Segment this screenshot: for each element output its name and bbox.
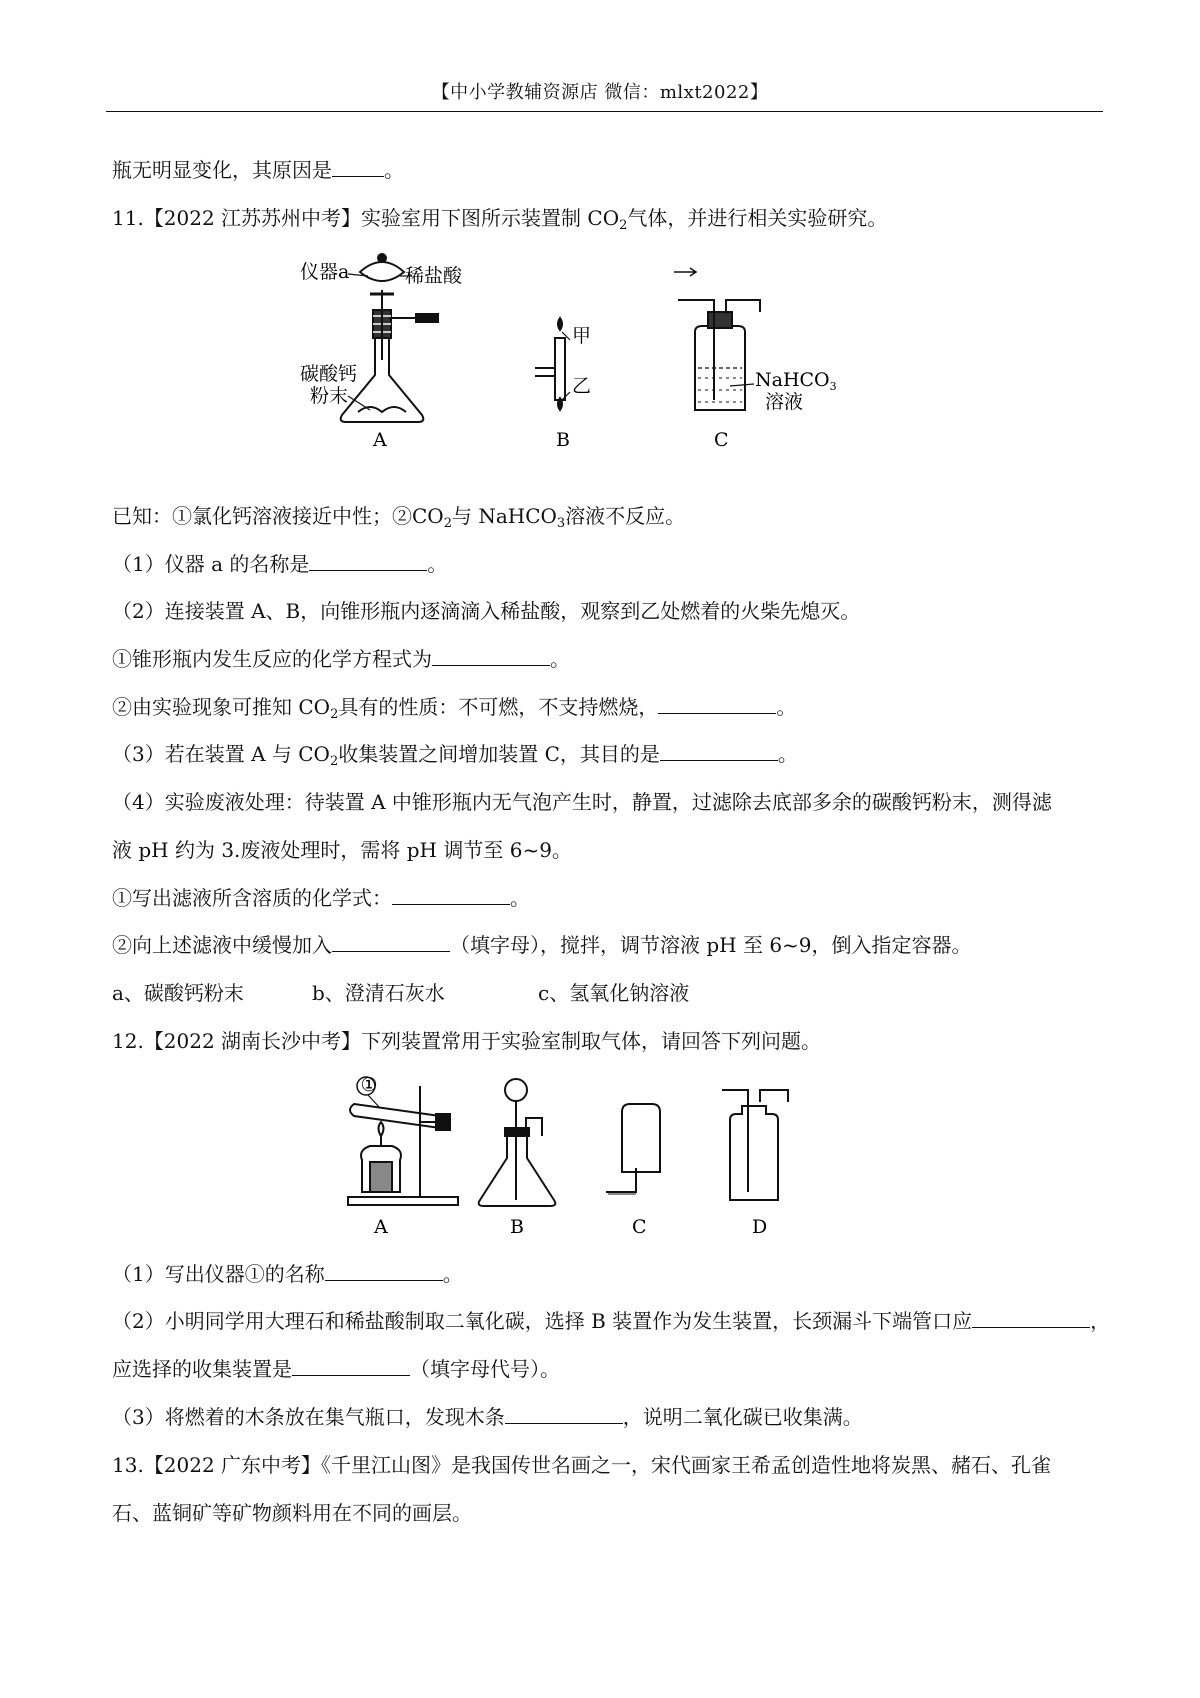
label-instrument-a: 仪器a	[300, 261, 350, 283]
q11-figure	[300, 250, 900, 450]
q12-part2-line2: 应选择的收集装置是 （填字母代号）。	[112, 1357, 560, 1381]
answer-blank[interactable]	[658, 693, 776, 714]
q11-part1: （1）仪器 a 的名称是 。	[112, 552, 448, 576]
q11-title: 11.【2022 江苏苏州中考】实验室用下图所示装置制 $CO_2$气体，并进行相关实验研究。	[112, 206, 888, 233]
q11-options	[112, 979, 689, 1007]
label-caco3: 碳酸钙	[300, 363, 358, 385]
q12-title: 12.【2022 湖南长沙中考】下列装置常用于实验室制取气体，请回答下列问题。	[112, 1029, 822, 1053]
answer-blank[interactable]	[660, 740, 778, 761]
caption-c: C	[714, 429, 729, 450]
q12-part1: （1）写出仪器①的名称 。	[112, 1262, 463, 1286]
label-dilute-hcl: 稀盐酸	[405, 265, 463, 287]
q11-part4-2: ②向上述滤液中缓慢加入 （填字母），搅拌，调节溶液 pH 至 6~9，倒入指定容器。	[112, 933, 972, 957]
q13-line1: 13.【2022 广东中考】《千里江山图》是我国传世名画之一，宋代画家王希孟创造性地将炭黑、赭石、孔雀	[112, 1453, 1052, 1477]
q11-part2: （2）连接装置 A、B，向锥形瓶内逐滴滴入稀盐酸，观察到乙处燃着的火柴先熄灭。	[112, 599, 861, 623]
label-nahco3: NaHCO$_3$	[755, 369, 837, 393]
q11-part2-1: ①锥形瓶内发生反应的化学方程式为 。	[112, 647, 570, 671]
q12-part3: （3）将燃着的木条放在集气瓶口，发现木条 ，说明二氧化碳已收集满。	[112, 1405, 863, 1429]
page-header: 【中小学教辅资源店 微信：mlxt2022】	[431, 82, 769, 103]
answer-blank[interactable]	[505, 1403, 623, 1424]
q11-part4-line1: （4）实验废液处理：待装置 A 中锥形瓶内无气泡产生时，静置，过滤除去底部多余的碳酸钙粉末，测得滤	[112, 790, 1052, 814]
q12-part2-line1: （2）小明同学用大理石和稀盐酸制取二氧化碳，选择 B 装置作为发生装置，长颈漏斗下端管口应 ，	[112, 1309, 1111, 1333]
answer-blank[interactable]	[332, 156, 384, 177]
caption-b: B	[556, 429, 570, 450]
answer-blank[interactable]	[972, 1307, 1090, 1328]
label-solution: 溶液	[765, 391, 804, 413]
caption-a2: A	[374, 1216, 388, 1237]
q11-known: 已知：①氯化钙溶液接近中性；$②CO_2$与 NaHCO$_3$溶液不反应。	[112, 504, 686, 531]
q11-part4-line2: 液 pH 约为 3.废液处理时，需将 pH 调节至 6~9。	[112, 838, 572, 862]
q11-part3: （3）若在装置 A 与 $CO_2$收集装置之间增加装置 C，其目的是 。	[112, 742, 798, 769]
answer-blank[interactable]	[392, 884, 510, 905]
answer-blank[interactable]	[309, 550, 427, 571]
answer-blank[interactable]	[292, 1355, 410, 1376]
caption-b2: B	[510, 1216, 524, 1237]
label-jia: 甲	[572, 325, 592, 347]
q12-figure	[340, 1072, 860, 1237]
option-b: b、澄清石灰水	[312, 981, 445, 1005]
q13-line2: 石、蓝铜矿等矿物颜料用在不同的画层。	[112, 1501, 472, 1525]
intro-line: 瓶无明显变化，其原因是 。	[112, 158, 404, 182]
label-yi: 乙	[572, 375, 592, 397]
q11-part4-1: ①写出滤液所含溶质的化学式： 。	[112, 886, 530, 910]
label-powder: 粉末	[310, 385, 349, 407]
caption-c2: C	[632, 1216, 647, 1237]
caption-d2: D	[752, 1216, 768, 1237]
answer-blank[interactable]	[332, 931, 450, 952]
caption-a: A	[373, 429, 387, 450]
q11-part2-2: ②由实验现象可推知 $CO_2$具有的性质：不可燃，不支持燃烧， 。	[112, 695, 797, 722]
header-rule	[106, 111, 1103, 112]
answer-blank[interactable]	[325, 1260, 443, 1281]
answer-blank[interactable]	[432, 645, 550, 666]
option-c: c、氢氧化钠溶液	[538, 981, 690, 1005]
option-a: a、碳酸钙粉末	[112, 981, 244, 1005]
marker-1: ①	[360, 1074, 378, 1096]
